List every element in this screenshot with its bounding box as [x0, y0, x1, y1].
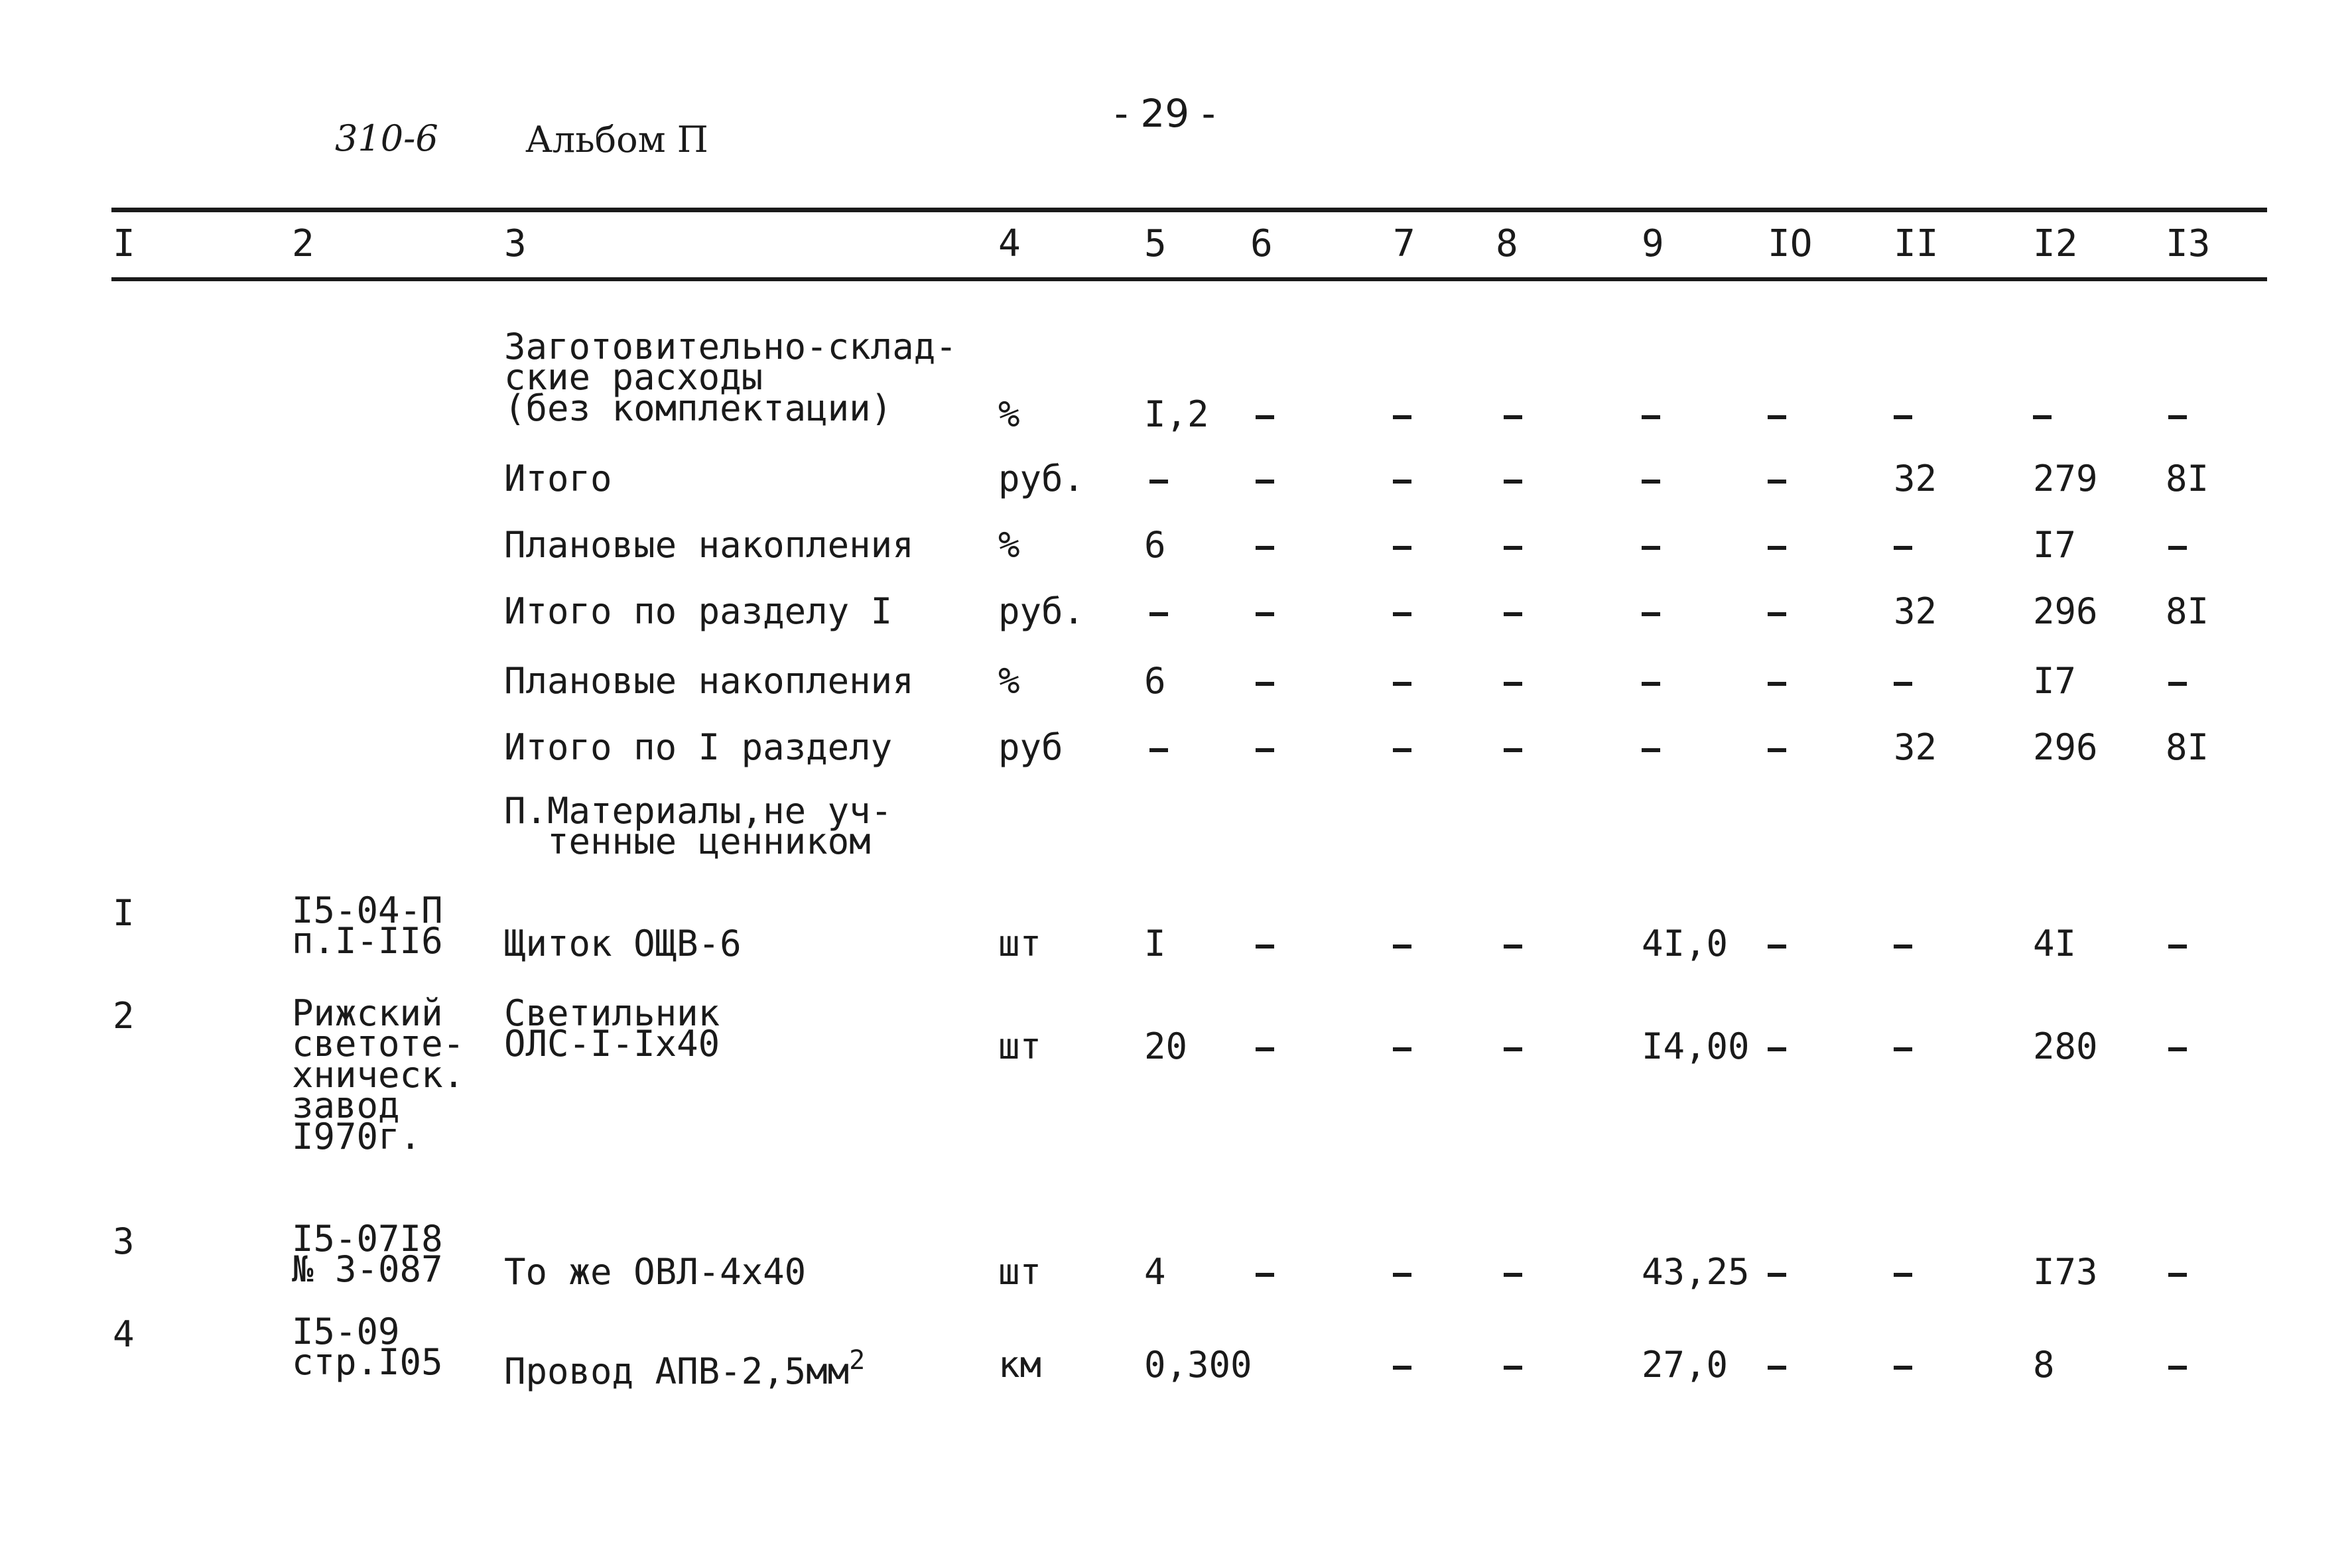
cell-name: Плановые накопления — [504, 660, 914, 702]
cell-c12: 279 — [2033, 458, 2098, 499]
dash-mark — [2168, 1273, 2187, 1277]
dash-mark — [1393, 1366, 1411, 1370]
album-code: 310-6 — [335, 117, 438, 159]
dash-mark — [1256, 682, 1274, 686]
dash-mark — [1393, 945, 1411, 948]
dash-mark — [1504, 612, 1522, 616]
dash-mark — [1393, 1047, 1411, 1051]
table-top-rule — [111, 208, 2267, 212]
dash-mark — [1894, 546, 1912, 550]
column-header-7: 7 — [1393, 222, 1415, 265]
cell-num: 4 — [113, 1313, 135, 1355]
dash-mark — [1149, 748, 1168, 752]
dash-mark — [1894, 945, 1912, 948]
dash-mark — [1256, 415, 1274, 419]
dash-mark — [1393, 415, 1411, 419]
cell-c13: 8I — [2166, 458, 2209, 499]
dash-mark — [2168, 1366, 2187, 1370]
cell-name: Итого по I разделу — [504, 726, 893, 768]
dash-mark — [2168, 945, 2187, 948]
dash-mark — [1504, 682, 1522, 686]
dash-mark — [1642, 415, 1660, 419]
column-header-9: 9 — [1642, 222, 1664, 265]
album-title: Альбом П — [525, 119, 708, 161]
cell-c9: 4I,0 — [1642, 923, 1729, 964]
cell-c12: I7 — [2033, 524, 2077, 566]
dash-mark — [1149, 480, 1168, 484]
cell-name: Щиток ОЩВ-6 — [504, 923, 742, 964]
cell-c11: 32 — [1894, 458, 1937, 499]
cell-unit: % — [998, 393, 1020, 435]
dash-mark — [2168, 415, 2187, 419]
superscript: 2 — [849, 1345, 866, 1376]
cell-c5: I,2 — [1144, 393, 1209, 435]
cell-c5: 6 — [1144, 660, 1166, 702]
dash-mark — [1894, 415, 1912, 419]
dash-mark — [1256, 612, 1274, 616]
dash-mark — [2168, 546, 2187, 550]
dash-mark — [1642, 546, 1660, 550]
cell-ref: I5-07I8 № 3-087 — [292, 1218, 443, 1291]
cell-ref: I5-04-П п.I-II6 — [292, 889, 443, 962]
cell-c12: 280 — [2033, 1025, 2098, 1067]
column-header-8: 8 — [1496, 222, 1518, 265]
cell-unit: шт — [998, 923, 1042, 964]
cell-c12: I7 — [2033, 660, 2077, 702]
dash-mark — [2033, 415, 2052, 419]
dash-mark — [1256, 1047, 1274, 1051]
page-number: - 29 - — [1114, 91, 1216, 136]
dash-mark — [1642, 748, 1660, 752]
column-header-11: II — [1894, 222, 1939, 265]
dash-mark — [1768, 1273, 1786, 1277]
dash-mark — [1894, 682, 1912, 686]
dash-mark — [1504, 748, 1522, 752]
cell-c12: 296 — [2033, 726, 2098, 768]
dash-mark — [1768, 612, 1786, 616]
column-header-6: 6 — [1250, 222, 1273, 265]
cell-ref: Рижский светоте- хническ. завод I970г. — [292, 992, 465, 1157]
dash-mark — [1393, 480, 1411, 484]
dash-mark — [1894, 1366, 1912, 1370]
column-header-10: IO — [1768, 222, 1813, 265]
cell-name: То же ОВЛ-4х40 — [504, 1251, 807, 1293]
cell-num: 3 — [113, 1220, 135, 1262]
dash-mark — [1504, 1273, 1522, 1277]
dash-mark — [1642, 682, 1660, 686]
dash-mark — [1768, 748, 1786, 752]
column-header-12: I2 — [2033, 222, 2078, 265]
dash-mark — [2168, 1047, 2187, 1051]
dash-mark — [1504, 945, 1522, 948]
cell-c12: I73 — [2033, 1251, 2098, 1293]
cell-c11: 32 — [1894, 726, 1937, 768]
column-header-3: 3 — [504, 222, 527, 265]
dash-mark — [1894, 1047, 1912, 1051]
dash-mark — [1768, 1366, 1786, 1370]
cell-c5: 4 — [1144, 1251, 1166, 1293]
cell-unit: шт — [998, 1025, 1042, 1067]
cell-c5: 20 — [1144, 1025, 1188, 1067]
cell-unit: руб. — [998, 590, 1085, 632]
dash-mark — [1256, 1273, 1274, 1277]
cell-unit: км — [998, 1344, 1042, 1386]
cell-c12: 8 — [2033, 1344, 2055, 1386]
column-header-4: 4 — [998, 222, 1021, 265]
cell-name: Итого по разделу I — [504, 590, 893, 632]
cell-ref: I5-09 стр.I05 — [292, 1311, 443, 1384]
dash-mark — [1504, 1366, 1522, 1370]
dash-mark — [1768, 945, 1786, 948]
dash-mark — [1393, 612, 1411, 616]
cell-c9: 27,0 — [1642, 1344, 1729, 1386]
dash-mark — [1149, 612, 1168, 616]
column-header-2: 2 — [292, 222, 314, 265]
cell-unit: руб. — [998, 458, 1085, 499]
dash-mark — [1393, 682, 1411, 686]
dash-mark — [1504, 546, 1522, 550]
column-header-1: I — [113, 222, 135, 265]
dash-mark — [1642, 480, 1660, 484]
dash-mark — [1768, 480, 1786, 484]
cell-c13: 8I — [2166, 726, 2209, 768]
cell-name: Провод АПВ-$2,5мм^2$ — [504, 1345, 866, 1392]
dash-mark — [1393, 546, 1411, 550]
cell-unit: руб — [998, 726, 1063, 768]
dash-mark — [1256, 945, 1274, 948]
cell-name: П.Материалы,не уч- тенные ценником — [504, 790, 893, 863]
cell-c11: 32 — [1894, 590, 1937, 632]
cell-num: 2 — [113, 995, 135, 1037]
cell-unit: шт — [998, 1251, 1042, 1293]
cell-c5: I — [1144, 923, 1166, 964]
cell-c9: I4,00 — [1642, 1025, 1750, 1067]
cell-unit: % — [998, 660, 1020, 702]
dash-mark — [1894, 1273, 1912, 1277]
dash-mark — [1256, 546, 1274, 550]
column-header-5: 5 — [1144, 222, 1167, 265]
cell-unit: % — [998, 524, 1020, 566]
cell-c5: 0,300 — [1144, 1344, 1252, 1386]
cell-c12: 4I — [2033, 923, 2077, 964]
dash-mark — [1768, 546, 1786, 550]
cell-name: Заготовительно-склад- ские расходы (без комплектации) — [504, 326, 957, 429]
cell-c12: 296 — [2033, 590, 2098, 632]
column-header-13: I3 — [2166, 222, 2211, 265]
cell-name: Плановые накопления — [504, 524, 914, 566]
table-header-rule — [111, 277, 2267, 281]
dash-mark — [1504, 1047, 1522, 1051]
dash-mark — [1504, 415, 1522, 419]
cell-num: I — [113, 892, 135, 934]
cell-name: Итого — [504, 458, 612, 499]
dash-mark — [1256, 480, 1274, 484]
dash-mark — [1642, 612, 1660, 616]
cell-c5: 6 — [1144, 524, 1166, 566]
dash-mark — [1256, 748, 1274, 752]
cell-c9: 43,25 — [1642, 1251, 1750, 1293]
dash-mark — [2168, 682, 2187, 686]
dash-mark — [1393, 1273, 1411, 1277]
cell-name: Светильник ОЛС-I-Iх40 — [504, 992, 720, 1065]
dash-mark — [1768, 1047, 1786, 1051]
dash-mark — [1768, 682, 1786, 686]
dash-mark — [1768, 415, 1786, 419]
dash-mark — [1504, 480, 1522, 484]
dash-mark — [1393, 748, 1411, 752]
cell-c13: 8I — [2166, 590, 2209, 632]
